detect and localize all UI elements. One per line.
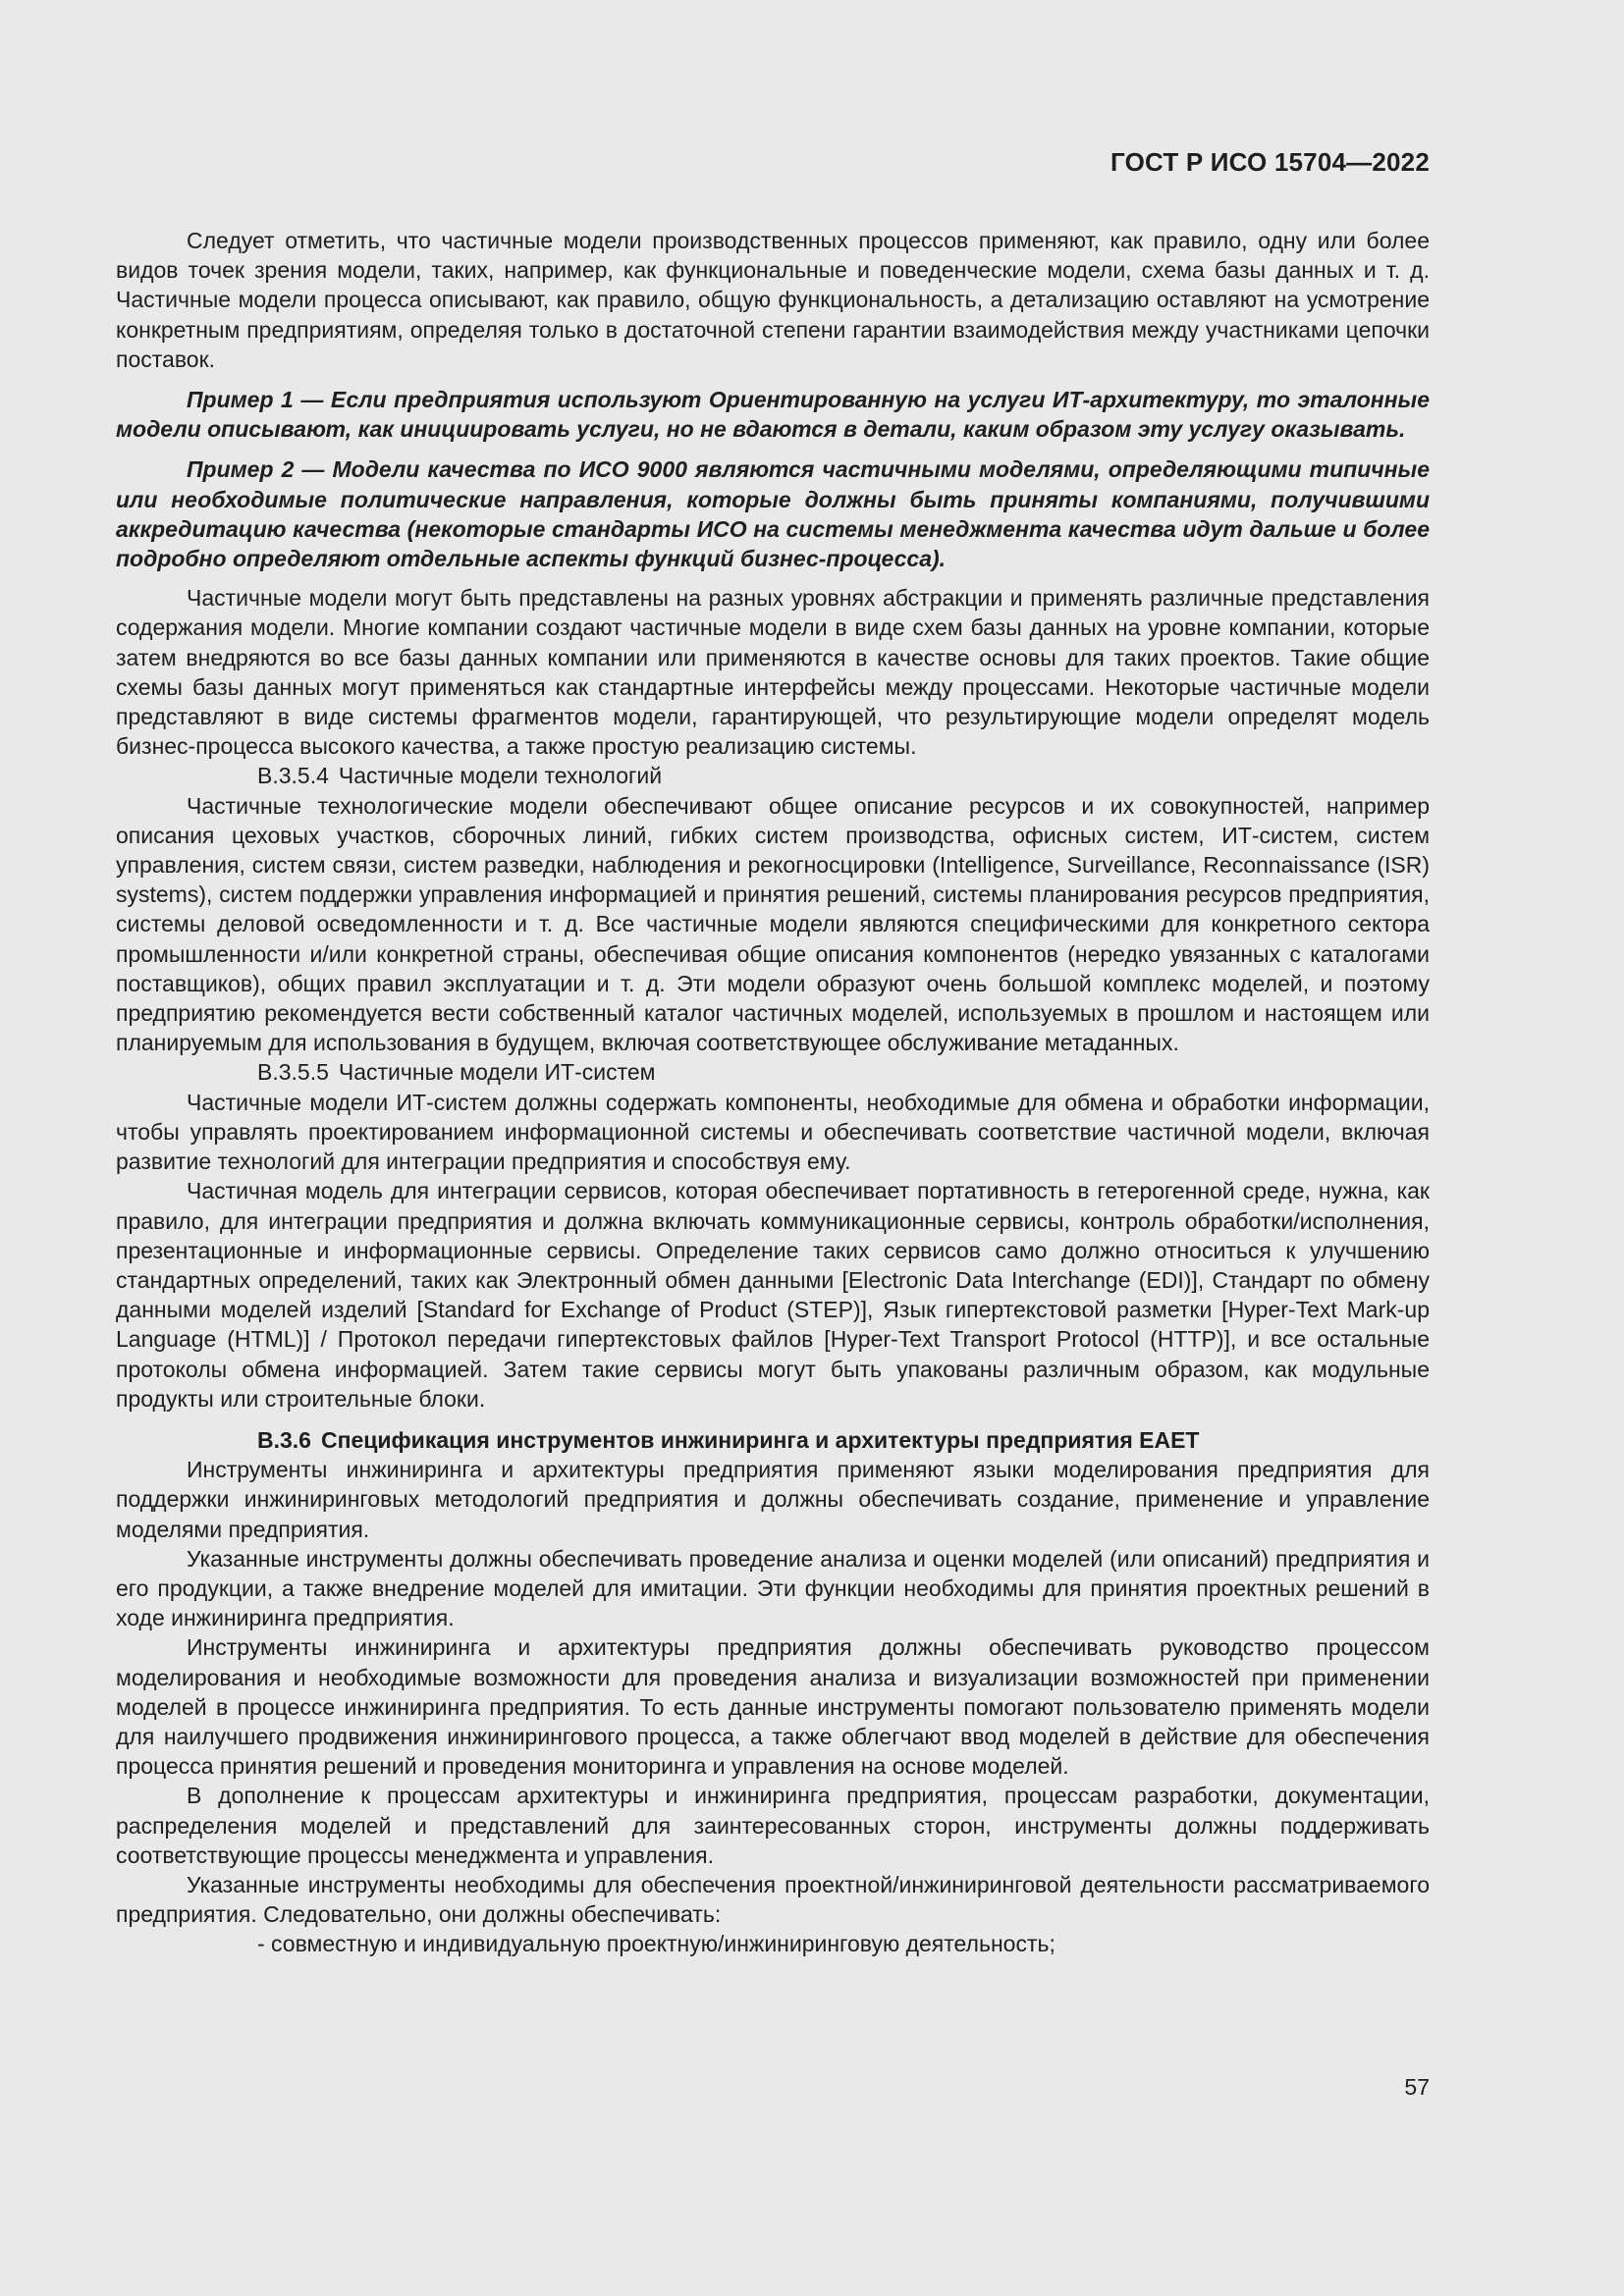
section-number: В.3.6: [257, 1426, 311, 1453]
paragraph: Частичные модели могут быть представлены на разных уровнях абстракции и применять различные представления содержания модели. Многие компании создают частичные модели в виде схем базы данных на уровне компании, которые затем внедряются во все базы данных компании или применяются в качестве основы для таких проектов. Такие общие схемы базы данных могут применяться как стандартные интерфейсы между процессами. Некоторые частичные модели представляют в виде системы фрагментов модели, гарантирующей, что результирующие модели определят модель бизнес-процесса высокого качества, а также простую реализацию системы.: [116, 585, 1430, 760]
section-heading-b355: [116, 1057, 1430, 1087]
section-heading-b36: [116, 1425, 1430, 1455]
example-2: Пример 2 — Модели качества по ИСО 9000 являются частичными моделями, определяющими типичные или необходимые политические направления, которые должны быть приняты компаниями, получившими аккредитацию качества (некоторые стандарты ИСО на системы менеджмента качества идут дальше и более подробно определяют отдельные аспекты функций бизнес-процесса).: [116, 456, 1430, 572]
document-header: ГОСТ Р ИСО 15704—2022: [1110, 147, 1430, 177]
section-heading-b354: [116, 761, 1430, 790]
section-number: В.3.5.5: [257, 1059, 329, 1086]
list-item: - совместную и индивидуальную проектную/инжиниринговую деятельность;: [257, 1931, 1056, 1957]
section-number: В.3.5.4: [257, 763, 329, 789]
page-number: 57: [1404, 2074, 1430, 2100]
paragraph: Указанные инструменты необходимы для обеспечения проектной/инжиниринговой деятельности рассматриваемого предприятия. Следовательно, они должны обеспечивать:: [116, 1871, 1430, 1928]
paragraph: Инструменты инжиниринга и архитектуры предприятия должны обеспечивать руководство процессом моделирования и необходимые возможности для проведения анализа и визуализации возможностей при применении моделей в процессе инжиниринга предприятия. То есть данные инструменты помогают пользователю применять модели для наилучшего продвижения инжинирингового процесса, а также облегчают ввод моделей в действие для обеспечения процесса принятия решений и проведения мониторинга и управления на основе моделей.: [116, 1634, 1430, 1780]
paragraph: Частичные технологические модели обеспечивают общее описание ресурсов и их совокупностей, например описания цеховых участков, сборочных линий, гибких систем производства, офисных систем, ИТ-систем, систем управления, систем связи, систем разведки, наблюдения и рекогносцировки (Intelligence, Surveillance, Reconnaissance (ISR) systems), систем поддержки управления информацией и принятия решений, системы планирования ресурсов предприятия, системы деловой осведомленности и т. д. Все частичные модели являются специфическими для конкретного сектора промышленности и/или конкретной страны, обеспечивая общие описания компонентов (нередко увязанных с каталогами поставщиков), общих правил эксплуатации и т. д. Эти модели образуют очень большой комплекс моделей, и поэтому предприятию рекомендуется вести собственный каталог частичных моделей, используемых в прошлом и настоящем или планируемым для использования в будущем, включая соответствующее обслуживание метаданных.: [116, 792, 1430, 1056]
section-title: Частичные модели ИТ-систем: [338, 1059, 656, 1086]
paragraph: Частичная модель для интеграции сервисов, которая обеспечивает портативность в гетерогенной среде, нужна, как правило, для интеграции предприятия и должна включать коммуникационные сервисы, контроль обработки/исполнения, презентационные и информационные сервисы. Определение таких сервисов само должно относиться к улучшению стандартных определений, таких как Электронный обмен данными [Electronic Data Interchange (EDI)], Стандарт по обмену данными моделей изделий [Standard for Exchange of Product (STEP)], Язык гипертекстовой разметки [Hyper-Text Mark-up Language (HTML)] / Протокол передачи гипертекстовых файлов [Hyper-Text Transport Protocol (HTTP)], и все остальные протоколы обмена информацией. Затем такие сервисы могут быть упакованы различным образом, как модульные продукты или строительные блоки.: [116, 1178, 1430, 1412]
paragraph: В дополнение к процессам архитектуры и инжиниринга предприятия, процессам разработки, документации, распределения моделей и представлений для заинтересованных сторон, инструменты должны поддерживать соответствующие процессы менеджмента и управления.: [116, 1783, 1430, 1868]
paragraph: Указанные инструменты должны обеспечивать проведение анализа и оценки моделей (или описаний) предприятия и его продукции, а также внедрение моделей для имитации. Эти функции необходимы для принятия проектных решений в ходе инжиниринга предприятия.: [116, 1545, 1430, 1631]
paragraph: Инструменты инжиниринга и архитектуры предприятия применяют языки моделирования предприятия для поддержки инжиниринговых методологий предприятия и должны обеспечивать создание, применение и управление моделями предприятия.: [116, 1457, 1430, 1542]
example-1: Пример 1 — Если предприятия используют Ориентированную на услуги ИТ-архитектуру, то эталонные модели описывают, как инициировать услуги, но не вдаются в детали, каким образом эту услугу оказывать.: [116, 387, 1430, 443]
paragraph: Следует отметить, что частичные модели производственных процессов применяют, как правило, одну или более видов точек зрения модели, таких, например, как функциональные и поведенческие модели, схема базы данных и т. д. Частичные модели процесса описывают, как правило, общую функциональность, а детализацию оставляют на усмотрение конкретным предприятиям, определяя только в достаточной степени гарантии взаимодействия между участниками цепочки поставок.: [116, 228, 1430, 372]
page-content: [116, 226, 1430, 1959]
section-title: Спецификация инструментов инжиниринга и архитектуры предприятия EAET: [320, 1426, 1200, 1453]
paragraph: Частичные модели ИТ-систем должны содержать компоненты, необходимые для обмена и обработки информации, чтобы управлять проектированием информационной системы и обеспечивать соответствие частичной модели, включая развитие технологий для интеграции предприятия и способствуя ему.: [116, 1089, 1430, 1175]
section-title: Частичные модели технологий: [338, 763, 663, 789]
